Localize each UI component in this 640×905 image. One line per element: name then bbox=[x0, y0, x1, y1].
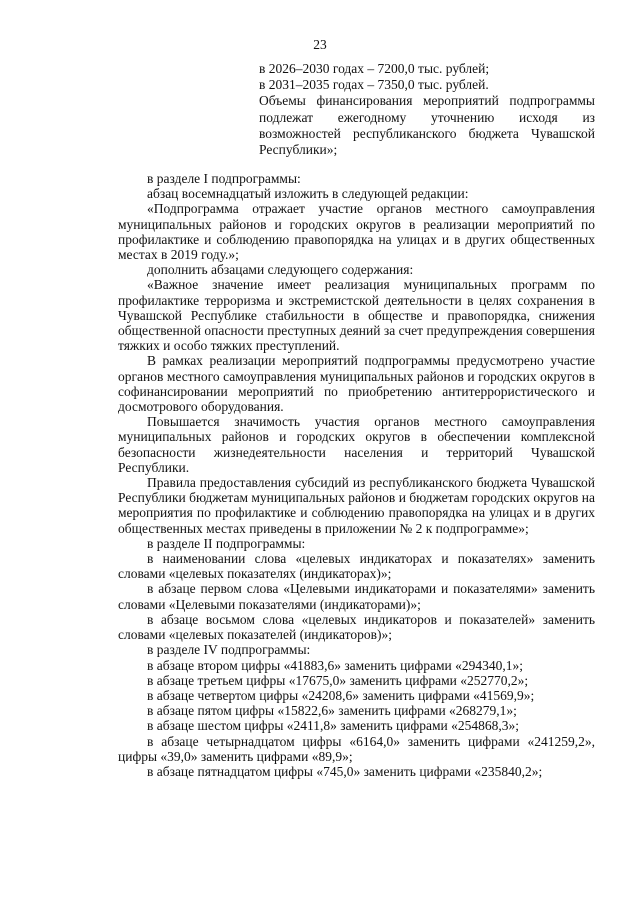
paragraph: в наименовании слова «целевых индикаторах и показателях» заменить словами «целевых показателях (индикаторах)»; bbox=[118, 551, 595, 582]
paragraph: в разделе I подпрограммы: bbox=[147, 171, 301, 186]
paragraph: Правила предоставления субсидий из республиканского бюджета Чувашской Республики бюджетам муниципальных районов и бюджетам городских округов на мероприятия по профилактике и соблюдению правопорядка на улицах и в других общественных местах приведены в приложении № 2 к подпрограмме»; bbox=[118, 475, 595, 536]
paragraph: в абзаце первом слова «Целевыми индикаторами и показателями» заменить словами «Целевыми показателями (индикаторами)»; bbox=[118, 581, 595, 612]
paragraph: Повышается значимость участия органов местного самоуправления муниципальных районов и городских округов в обеспечении комплексной безопасности жизнедеятельности населения и территорий Чувашской Республики. bbox=[118, 414, 595, 475]
funding-continuation-block bbox=[259, 61, 595, 158]
funding-note: Объемы финансирования мероприятий подпрограммы подлежат ежегодному уточнению исходя из возможностей республиканского бюджета Чувашской Республики»; bbox=[259, 93, 595, 158]
paragraph: дополнить абзацами следующего содержания: bbox=[147, 262, 414, 278]
document-body bbox=[118, 171, 595, 779]
paragraph: в абзаце втором цифры «41883,6» заменить цифрами «294340,1»; bbox=[147, 657, 524, 673]
page-number: 23 bbox=[313, 37, 327, 52]
paragraph: в абзаце шестом цифры «2411,8» заменить цифрами «254868,3»; bbox=[147, 718, 519, 734]
paragraph: абзац восемнадцатый изложить в следующей редакции: bbox=[147, 186, 469, 202]
paragraph: в абзаце четырнадцатом цифры «6164,0» заменить цифрами «241259,2», цифры «39,0» заменить цифрами «89,9»; bbox=[118, 733, 595, 764]
paragraph: в разделе IV подпрограммы: bbox=[147, 642, 311, 658]
paragraph: в абзаце четвертом цифры «24208,6» заменить цифрами «41569,9»; bbox=[147, 687, 535, 703]
paragraph: «Важное значение имеет реализация муниципальных программ по профилактике терроризма и экстремистской деятельности в целях сохранения в Чувашской Республике стабильности в обществе и правопорядка, снижения общественной опасности преступных деяний за счет предупреждения совершения тяжких и особо тяжких преступлений. bbox=[118, 277, 595, 354]
funding-line: в 2026–2030 годах – 7200,0 тыс. рублей; bbox=[259, 61, 490, 76]
funding-line: в 2031–2035 годах – 7350,0 тыс. рублей. bbox=[259, 77, 489, 93]
paragraph: «Подпрограмма отражает участие органов местного самоуправления муниципальных районов и городских округов в реализации мероприятий по профилактике и соблюдению правопорядка на улицах и в других общественных местах в 2019 году.»; bbox=[118, 201, 595, 263]
paragraph: в абзаце восьмом слова «целевых индикаторов и показателей» заменить словами «целевых показателей (индикаторов)»; bbox=[118, 611, 595, 643]
paragraph: в абзаце третьем цифры «17675,0» заменить цифрами «252770,2»; bbox=[147, 672, 529, 688]
paragraph: в абзаце пятом цифры «15822,6» заменить цифрами «268279,1»; bbox=[147, 703, 517, 719]
paragraph: В рамках реализации мероприятий подпрограммы предусмотрено участие органов местного самоуправления муниципальных районов и городских округов в софинансировании мероприятий по приобретению антитеррористического и досмотрового оборудования. bbox=[118, 353, 595, 415]
paragraph: в разделе II подпрограммы: bbox=[147, 535, 306, 551]
paragraph: в абзаце пятнадцатом цифры «745,0» заменить цифрами «235840,2»; bbox=[147, 763, 543, 779]
